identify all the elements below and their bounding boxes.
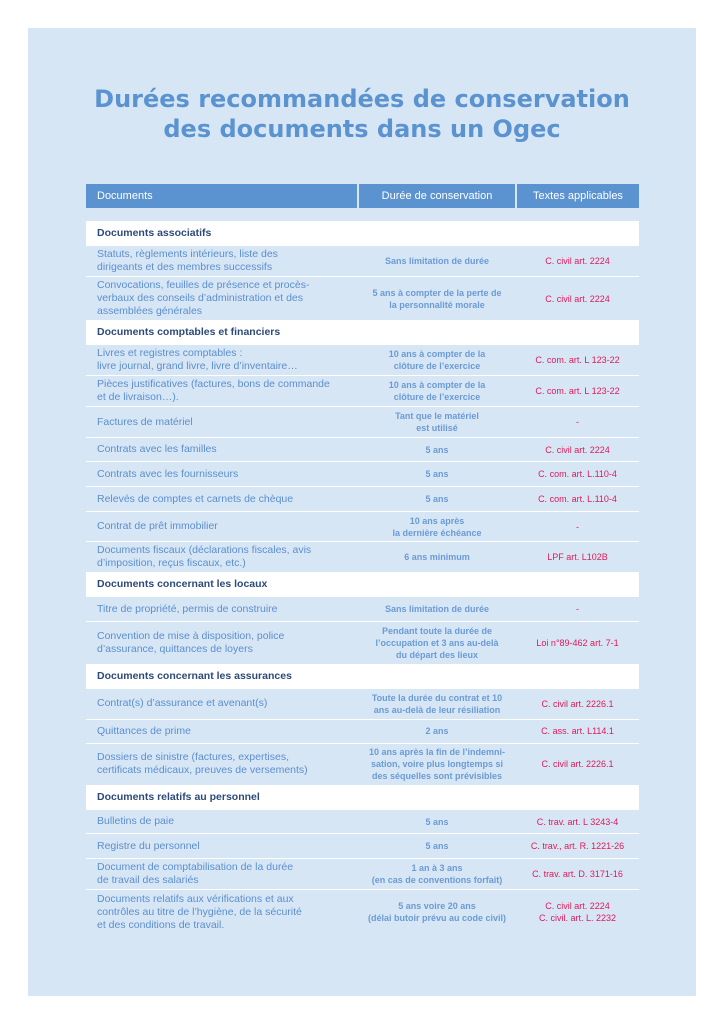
table-row — [86, 246, 639, 277]
table-row — [86, 438, 639, 462]
section-title: Documents concernant les assurances — [86, 664, 639, 689]
table-row — [86, 810, 639, 834]
law-reference-cell: C. trav., art. R. 1221-26 — [516, 834, 639, 859]
law-reference-cell: C. com. art. L.110-4 — [516, 487, 639, 512]
duration-cell: 5 ans voire 20 ans (délai butoir prévu au code civil) — [358, 890, 516, 935]
document-cell: Relevés de comptes et carnets de chèque — [86, 487, 358, 512]
table-row — [86, 890, 639, 935]
document-cell: Documents relatifs aux vérifications et aux contrôles au titre de l’hygiène, de la sécurité et des conditions de travail. — [86, 890, 358, 935]
document-cell: Pièces justificatives (factures, bons de commande et de livraison…). — [86, 376, 358, 407]
duration-cell: 5 ans — [358, 462, 516, 487]
table-row — [86, 487, 639, 512]
title-line-2: des documents dans un Ogec — [163, 115, 561, 143]
duration-cell: 10 ans après la dernière échéance — [358, 512, 516, 542]
table-row — [86, 688, 639, 719]
duration-cell: Sans limitation de durée — [358, 246, 516, 277]
section-header-row — [86, 785, 639, 810]
document-cell: Document de comptabilisation de la durée de travail des salariés — [86, 859, 358, 890]
header-documents: Documents — [86, 184, 358, 208]
table-body — [86, 208, 639, 935]
table-row — [86, 376, 639, 407]
document-cell: Contrat de prêt immobilier — [86, 512, 358, 542]
law-reference-cell: C. com. art. L 123-22 — [516, 376, 639, 407]
law-reference-cell: C. civil art. 2224 C. civil. art. L. 2232 — [516, 890, 639, 935]
header-duree: Durée de conservation — [358, 184, 516, 208]
duration-cell: Pendant toute la durée de l’occupation et 3 ans au-delà du départ des lieux — [358, 622, 516, 664]
table-row — [86, 834, 639, 859]
document-cell: Contrats avec les fournisseurs — [86, 462, 358, 487]
document-cell: Convocations, feuilles de présence et procès- verbaux des conseils d’administration et des assemblées générales — [86, 277, 358, 321]
law-reference-cell: C. com. art. L.110-4 — [516, 462, 639, 487]
section-header-row — [86, 221, 639, 246]
document-cell: Titre de propriété, permis de construire — [86, 597, 358, 622]
document-cell: Contrats avec les familles — [86, 438, 358, 462]
document-cell: Quittances de prime — [86, 719, 358, 743]
duration-cell: 5 ans — [358, 487, 516, 512]
duration-cell: Tant que le matériel est utilisé — [358, 407, 516, 438]
section-title: Documents concernant les locaux — [86, 572, 639, 597]
document-cell: Bulletins de paie — [86, 810, 358, 834]
duration-cell: 10 ans à compter de la clôture de l’exercice — [358, 376, 516, 407]
law-reference-cell: Loi n°89-462 art. 7-1 — [516, 622, 639, 664]
law-reference-cell: C. civil art. 2226.1 — [516, 688, 639, 719]
table-row — [86, 719, 639, 743]
table-row — [86, 512, 639, 542]
document-cell: Documents fiscaux (déclarations fiscales, avis d’imposition, reçus fiscaux, etc.) — [86, 542, 358, 573]
section-title: Documents associatifs — [86, 221, 639, 246]
section-title: Documents comptables et financiers — [86, 320, 639, 345]
title-line-1: Durées recommandées de conservation — [94, 85, 630, 113]
law-reference-cell: - — [516, 512, 639, 542]
duration-cell: 1 an à 3 ans (en cas de conventions forfait) — [358, 859, 516, 890]
law-reference-cell: C. com. art. L 123-22 — [516, 345, 639, 376]
document-cell: Factures de matériel — [86, 407, 358, 438]
duration-cell: Toute la durée du contrat et 10 ans au-delà de leur résiliation — [358, 688, 516, 719]
page-title — [28, 84, 696, 144]
table-row — [86, 277, 639, 321]
law-reference-cell: LPF art. L102B — [516, 542, 639, 573]
law-reference-cell: C. trav. art. L 3243-4 — [516, 810, 639, 834]
law-reference-cell: C. trav. art. D. 3171-16 — [516, 859, 639, 890]
document-cell: Contrat(s) d’assurance et avenant(s) — [86, 688, 358, 719]
duration-cell: 5 ans — [358, 810, 516, 834]
table-row — [86, 597, 639, 622]
duration-cell: Sans limitation de durée — [358, 597, 516, 622]
document-cell: Dossiers de sinistre (factures, expertises, certificats médicaux, preuves de versements) — [86, 743, 358, 785]
law-reference-cell: C. civil art. 2224 — [516, 246, 639, 277]
section-header-row — [86, 572, 639, 597]
document-cell: Livres et registres comptables : livre journal, grand livre, livre d’inventaire… — [86, 345, 358, 376]
retention-table — [86, 184, 639, 935]
section-header-row — [86, 664, 639, 689]
law-reference-cell: C. civil art. 2226.1 — [516, 743, 639, 785]
table-row — [86, 407, 639, 438]
duration-cell: 5 ans — [358, 834, 516, 859]
duration-cell: 10 ans après la fin de l’indemni- sation, voire plus longtemps si des séquelles sont prévisibles — [358, 743, 516, 785]
table-row — [86, 345, 639, 376]
table-row — [86, 622, 639, 664]
duration-cell: 2 ans — [358, 719, 516, 743]
document-cell: Statuts, règlements intérieurs, liste des dirigeants et des membres successifs — [86, 246, 358, 277]
law-reference-cell: C. civil art. 2224 — [516, 277, 639, 321]
law-reference-cell: - — [516, 407, 639, 438]
header-spacer — [86, 208, 639, 221]
law-reference-cell: C. civil art. 2224 — [516, 438, 639, 462]
table-row — [86, 542, 639, 573]
table-row — [86, 743, 639, 785]
table-row — [86, 462, 639, 487]
table-row — [86, 859, 639, 890]
duration-cell: 10 ans à compter de la clôture de l’exercice — [358, 345, 516, 376]
duration-cell: 6 ans minimum — [358, 542, 516, 573]
duration-cell: 5 ans à compter de la perte de la personnalité morale — [358, 277, 516, 321]
table-header-row — [86, 184, 639, 208]
section-header-row — [86, 320, 639, 345]
law-reference-cell: - — [516, 597, 639, 622]
duration-cell: 5 ans — [358, 438, 516, 462]
document-cell: Registre du personnel — [86, 834, 358, 859]
law-reference-cell: C. ass. art. L114.1 — [516, 719, 639, 743]
header-textes: Textes applicables — [516, 184, 639, 208]
document-cell: Convention de mise à disposition, police d’assurance, quittances de loyers — [86, 622, 358, 664]
section-title: Documents relatifs au personnel — [86, 785, 639, 810]
